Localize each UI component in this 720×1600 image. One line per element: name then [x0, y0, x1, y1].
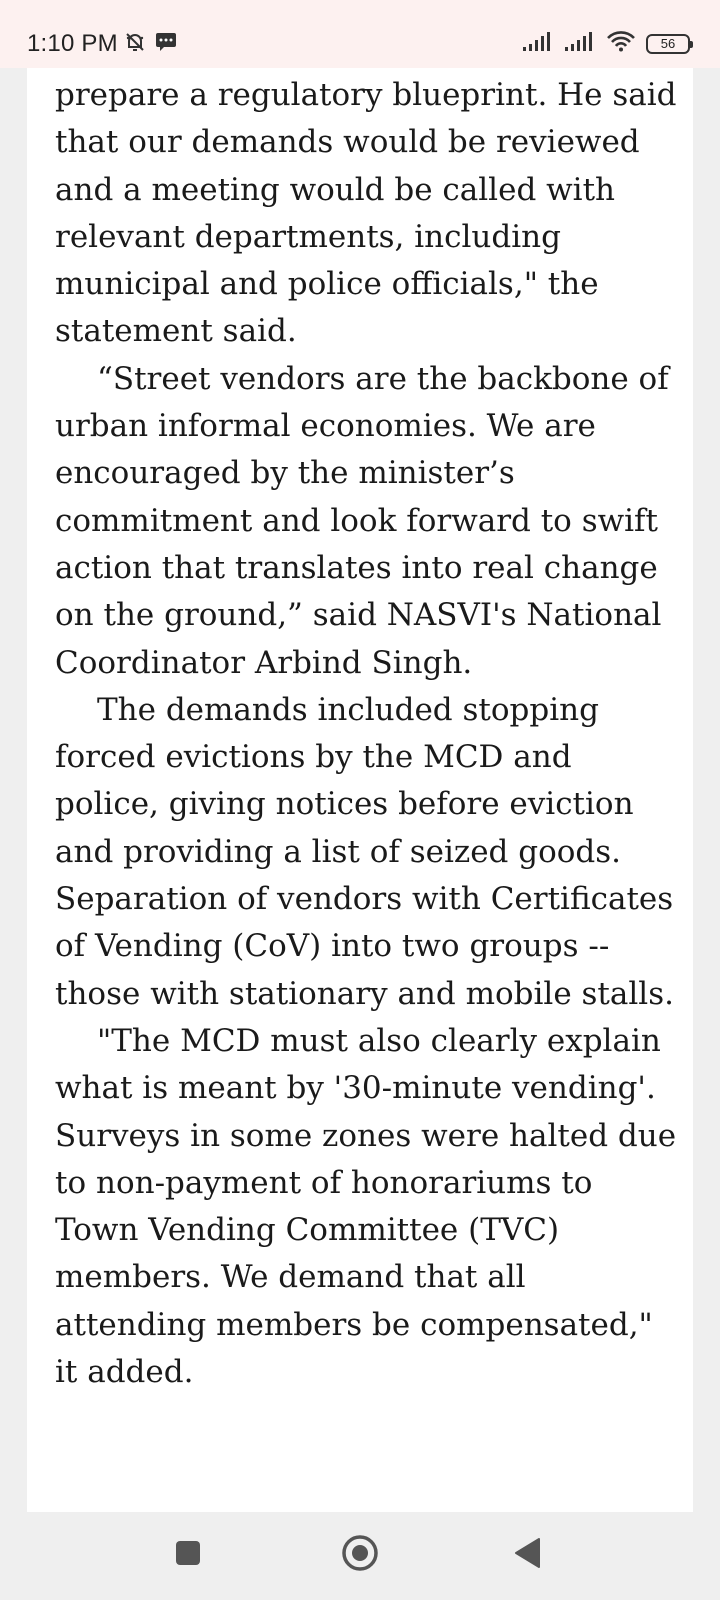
wifi-icon — [606, 30, 636, 57]
back-triangle-icon — [513, 1537, 541, 1573]
status-notification-icons — [123, 30, 177, 59]
status-bar — [0, 0, 720, 68]
signal-bars-icon — [564, 30, 596, 57]
article-paragraph: The demands included stopping forced evictions by the MCD and police, giving notices before eviction and providing a list of seized goods. Separation of vendors with Certificates of Vending (CoV) into two groups -- those with stationary and mobile stalls. — [55, 691, 674, 1012]
home-button[interactable] — [335, 1530, 385, 1580]
mute-bell-icon — [123, 30, 147, 59]
home-circle-icon — [341, 1534, 379, 1576]
signal-bars-icon — [522, 30, 554, 57]
back-button[interactable] — [502, 1530, 552, 1580]
recents-square-icon — [175, 1540, 201, 1570]
status-system-icons — [522, 30, 690, 57]
battery-icon — [646, 34, 690, 54]
navigation-bar — [0, 1512, 720, 1600]
article-paragraph: “Street vendors are the backbone of urban informal economies. We are encouraged by the minister’s commitment and look forward to swift action that translates into real change on the ground,” said NASVI's National Coordinator Arbind Singh. — [55, 360, 669, 681]
message-icon — [155, 32, 177, 57]
article-paragraph: prepare a regulatory blueprint. He said that our demands would be reviewed and a meeting would be called with relevant departments, including municipal and police officials," the statement said. — [55, 77, 677, 350]
recents-button[interactable] — [163, 1530, 213, 1580]
article-body — [55, 72, 685, 1396]
battery-level: 56 — [660, 36, 676, 51]
status-time: 1:10 PM — [27, 30, 118, 57]
article-paragraph: "The MCD must also clearly explain what is meant by '30-minute vending'. Surveys in some zones were halted due to non-payment of honorariums to Town Vending Committee (TVC) members. We demand that all attending members be compensated," it added. — [55, 1022, 677, 1391]
